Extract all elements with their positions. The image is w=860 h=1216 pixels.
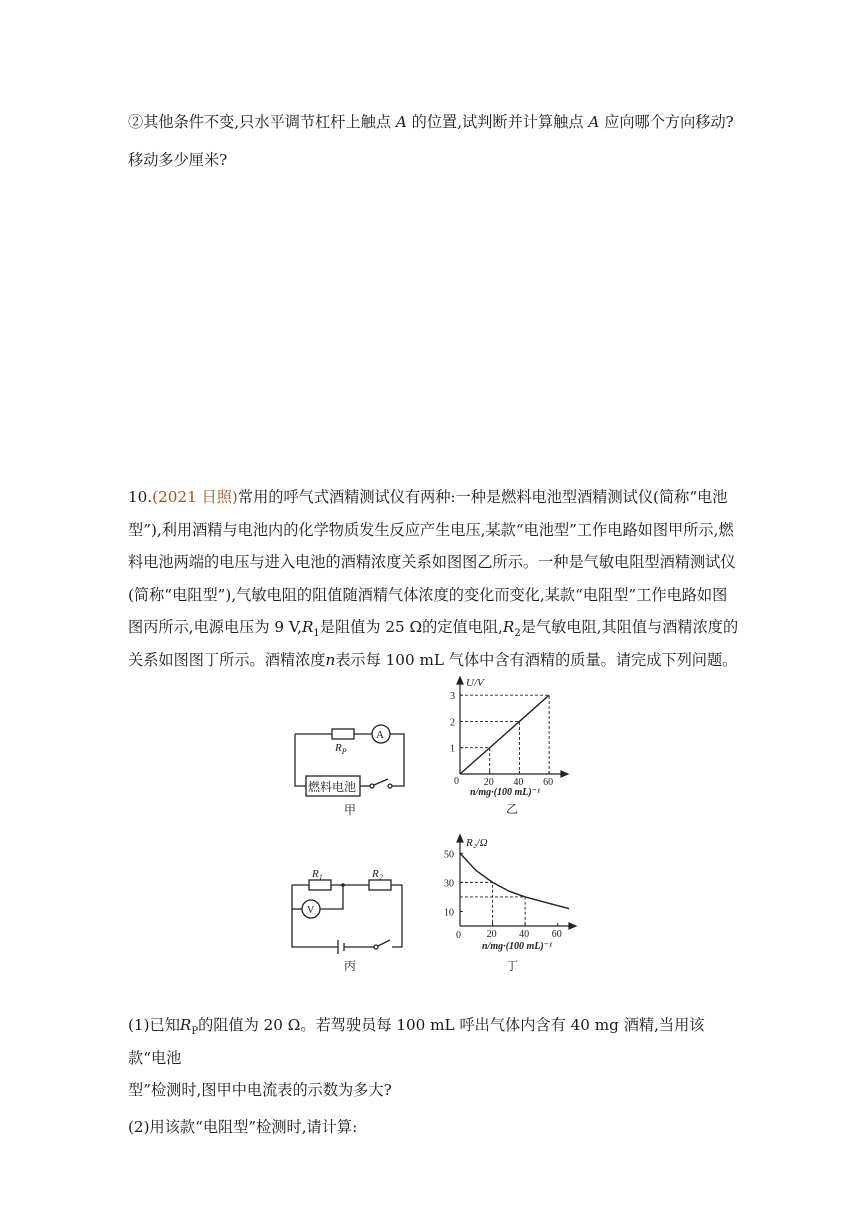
y-tick-label: 3 (450, 691, 455, 703)
figure-ding-graph (438, 830, 588, 980)
x-tick-label: 20 (486, 929, 497, 940)
q9-text: ②其他条件不变,只水平调节杠杆上触点 (128, 113, 392, 131)
n-symbol: n (325, 650, 336, 669)
y-tick-label: 10 (444, 907, 454, 919)
series-line (460, 853, 569, 908)
x-tick-label: 60 (543, 777, 554, 788)
q10-text: 图丙所示,电源电压为 9 V, (128, 618, 302, 637)
q2-line: (2)用该款“电阻型”检测时,请计算: (128, 1117, 358, 1136)
figure-yi-graph (440, 672, 580, 817)
q10-line6 (128, 644, 740, 677)
q1-line1 (128, 1009, 740, 1074)
r-sub: 1 (313, 628, 320, 640)
series-line (460, 695, 549, 774)
q10-line3: 料电池两端的电压与进入电池的酒精浓度关系如图图乙所示。一种是气敏电阻型酒精测试仪 (128, 553, 736, 572)
fuel-cell-label: 燃料电池 (308, 780, 357, 794)
y-tick-label: 30 (444, 878, 454, 890)
x-tick-label: 40 (519, 929, 530, 940)
x-tick-label: 40 (513, 777, 524, 788)
ding-ylabel: R₂/Ω (466, 837, 488, 849)
yi-xlabel: n/mg·(100 mL)⁻¹ (470, 787, 540, 798)
q9-text: 的位置,试判断并计算触点 (411, 113, 584, 131)
r-sub: 2 (514, 628, 521, 640)
caption-ding: 丁 (506, 959, 519, 973)
y-tick-label: 50 (444, 849, 454, 861)
y-tick-label: 2 (450, 717, 455, 729)
caption-bing: 丙 (344, 959, 357, 973)
guide-line (460, 882, 493, 926)
q10-line4: (简称“电阻型”),气敏电阻的阻值随酒精气体浓度的变化而变化,某款“电阻型”工作电路如图 (128, 585, 728, 604)
r2-label: $R_2$ (372, 868, 383, 882)
q10-stem (128, 481, 740, 677)
q1-line2: 型”检测时,图甲中电流表的示数为多大? (128, 1081, 392, 1100)
rp-sub: P (191, 1026, 199, 1038)
q10-text: 常用的呼气式酒精测试仪有两种:一种是燃料电池型酒精测试仪(简称“电池 (237, 488, 728, 506)
point-a: A (395, 113, 407, 131)
figure-bing-circuit (282, 866, 412, 976)
x-tick-label: 20 (483, 777, 494, 788)
x-tick-label: 60 (551, 929, 562, 940)
q9-line2: 移动多少厘米? (128, 151, 228, 169)
sub-questions (128, 1009, 740, 1143)
q1-text: 的阻值为 20 Ω。若驾驶员每 100 mL 呼出气体内含有 40 mg 酒精,当用该款“电池 (128, 1016, 705, 1067)
voltmeter-v: V (307, 905, 315, 916)
figure-jia-circuit (290, 718, 415, 818)
r1-label: $R_1$ (312, 868, 323, 882)
q10-text: 关系如图图丁所示。酒精浓度 (128, 650, 326, 669)
point-a: A (588, 113, 600, 131)
q9-text: 应向哪个方向移动? (604, 113, 734, 131)
ammeter-a: A (376, 729, 384, 741)
ding-xlabel: n/mg·(100 mL)⁻¹ (482, 941, 552, 952)
q10-text: 是阻值为 25 Ω的定值电阻, (319, 618, 503, 637)
y-tick-label: 1 (450, 743, 455, 755)
rp-symbol: R (179, 1016, 192, 1034)
r-symbol: R (502, 618, 515, 637)
q1-text: (1)已知 (128, 1016, 180, 1034)
question-number: 10. (128, 488, 153, 506)
yi-origin: 0 (454, 776, 459, 787)
question-source: (2021 日照) (152, 488, 238, 506)
ding-origin: 0 (456, 930, 461, 941)
q9-line1 (128, 108, 740, 136)
caption-jia: 甲 (344, 803, 357, 817)
q10-line5 (128, 611, 740, 644)
q10-text: 表示每 100 mL 气体中含有酒精的质量。请完成下列问题。 (335, 650, 738, 669)
r-symbol: R (301, 618, 314, 637)
yi-ylabel: U/V (466, 677, 484, 689)
q10-line2: 型”),利用酒精与电池内的化学物质发生反应产生电压,某款“电池型”工作电路如图甲所示,燃 (128, 520, 734, 539)
q10-line1 (128, 481, 740, 514)
rp-label: $R_P$ (335, 742, 347, 756)
q10-text: 是气敏电阻,其阻值与酒精浓度的 (520, 618, 739, 637)
q9-part2 (128, 108, 740, 174)
caption-yi: 乙 (506, 802, 519, 816)
